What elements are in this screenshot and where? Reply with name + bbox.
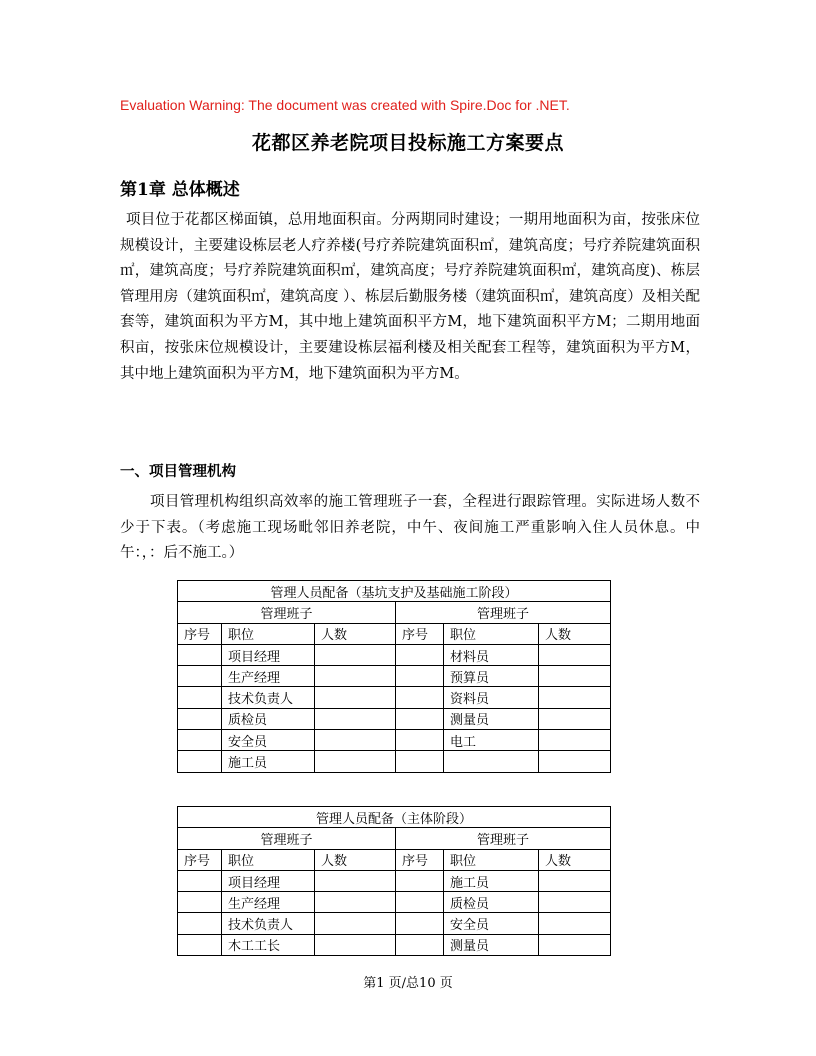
table-cell: 测量员 xyxy=(444,934,539,955)
table-cell xyxy=(539,751,611,772)
table-cell xyxy=(396,666,444,687)
table-row xyxy=(178,934,611,955)
page-footer: 第1 页/总10 页 xyxy=(363,976,453,991)
table-cell xyxy=(315,934,396,955)
table-header-cell: 人数 xyxy=(539,849,611,870)
table-group-right: 管理班子 xyxy=(396,828,611,849)
table-cell: 安全员 xyxy=(444,913,539,934)
table-cell xyxy=(539,708,611,729)
table-cell: 质检员 xyxy=(222,708,315,729)
table-cell xyxy=(315,666,396,687)
table-cell xyxy=(178,892,222,913)
overview-paragraph: 项目位于花都区梯面镇，总用地面积亩。分两期同时建设；一期用地面积为亩，按张床位规模设计，主要建设栋层老人疗养楼(号疗养院建筑面积㎡，建筑高度；号疗养院建筑面积㎡，建筑高度；号疗养院建筑面积㎡，建筑高度；号疗养院建筑面积㎡，建筑高度)、栋层管理用房（建筑面积㎡，建筑高度 ）、栋层后勤服务楼（建筑面积㎡，建筑高度）及相关配套等，建筑面积为平方M，其中地上建筑面积平方M，地下建筑面积平方M；二期用地面积亩，按张床位规模设计，主要建设栋层福利楼及相关配套工程等，建筑面积为平方M，其中地上建筑面积为平方M，地下建筑面积为平方M。 xyxy=(120,212,700,382)
table-header-cell: 职位 xyxy=(444,849,539,870)
table-cell: 安全员 xyxy=(222,730,315,751)
table-header-row xyxy=(178,623,611,644)
table-cell xyxy=(178,687,222,708)
table-caption-row xyxy=(178,807,611,828)
table-cell xyxy=(315,870,396,891)
table-cell xyxy=(315,644,396,665)
table-cell: 生产经理 xyxy=(222,666,315,687)
table-caption: 管理人员配备（基坑支护及基础施工阶段） xyxy=(178,581,611,602)
table-group-row xyxy=(178,828,611,849)
table-cell xyxy=(539,666,611,687)
table-header-cell: 人数 xyxy=(315,623,396,644)
table-cell: 施工员 xyxy=(222,751,315,772)
table-cell xyxy=(539,892,611,913)
table-cell: 技术负责人 xyxy=(222,913,315,934)
table-cell xyxy=(396,730,444,751)
table-cell xyxy=(178,913,222,934)
table-cell xyxy=(539,870,611,891)
table-cell: 测量员 xyxy=(444,708,539,729)
table-row xyxy=(178,751,611,772)
table-group-right: 管理班子 xyxy=(396,602,611,623)
table-cell xyxy=(539,687,611,708)
chapter-heading: 第1章 总体概述 xyxy=(120,180,240,200)
table-cell xyxy=(539,913,611,934)
table-cell xyxy=(178,751,222,772)
table-cell xyxy=(539,934,611,955)
table-cell: 技术负责人 xyxy=(222,687,315,708)
table-cell xyxy=(315,892,396,913)
table-cell xyxy=(178,934,222,955)
table-cell xyxy=(396,644,444,665)
table-cell xyxy=(178,730,222,751)
table-row xyxy=(178,730,611,751)
table-cell: 项目经理 xyxy=(222,870,315,891)
document-title: 花都区养老院项目投标施工方案要点 xyxy=(251,132,564,154)
table-header-cell: 职位 xyxy=(222,849,315,870)
table-row xyxy=(178,666,611,687)
table-cell: 质检员 xyxy=(444,892,539,913)
table-cell xyxy=(396,870,444,891)
table-cell: 电工 xyxy=(444,730,539,751)
table-header-cell: 序号 xyxy=(396,849,444,870)
table-cell xyxy=(178,666,222,687)
table-cell xyxy=(444,751,539,772)
table-cell xyxy=(178,644,222,665)
table-cell xyxy=(396,708,444,729)
table-header-cell: 职位 xyxy=(444,623,539,644)
table-cell: 资料员 xyxy=(444,687,539,708)
table-header-cell: 序号 xyxy=(396,623,444,644)
table-cell: 预算员 xyxy=(444,666,539,687)
table-cell xyxy=(396,687,444,708)
table-cell xyxy=(315,751,396,772)
table-row xyxy=(178,687,611,708)
table-cell xyxy=(315,687,396,708)
table-group-row xyxy=(178,602,611,623)
table-caption: 管理人员配备（主体阶段） xyxy=(178,807,611,828)
table-cell xyxy=(539,644,611,665)
table-row xyxy=(178,892,611,913)
table-header-row xyxy=(178,849,611,870)
staffing-table-foundation xyxy=(177,580,611,773)
table-row xyxy=(178,913,611,934)
section-heading: 一、项目管理机构 xyxy=(120,463,236,480)
table-row xyxy=(178,708,611,729)
table-cell: 材料员 xyxy=(444,644,539,665)
table-cell xyxy=(539,730,611,751)
table-header-cell: 职位 xyxy=(222,623,315,644)
table-cell xyxy=(396,892,444,913)
staffing-table-main-structure xyxy=(177,806,611,956)
table-row xyxy=(178,870,611,891)
table-header-cell: 序号 xyxy=(178,849,222,870)
table-header-cell: 人数 xyxy=(315,849,396,870)
table-caption-row xyxy=(178,581,611,602)
management-paragraph: 项目管理机构组织高效率的施工管理班子一套，全程进行跟踪管理。实际进场人数不少于下表。（考虑施工现场毗邻旧养老院，中午、夜间施工严重影响入住人员休息。中午：，：后不施工。） xyxy=(120,494,700,562)
table-cell: 施工员 xyxy=(444,870,539,891)
evaluation-warning: Evaluation Warning: The document was created with Spire.Doc for .NET. xyxy=(120,97,570,113)
table-row xyxy=(178,644,611,665)
table-group-left: 管理班子 xyxy=(178,828,396,849)
table-cell: 项目经理 xyxy=(222,644,315,665)
table-cell xyxy=(178,708,222,729)
table-cell xyxy=(315,730,396,751)
table-cell xyxy=(396,913,444,934)
table-header-cell: 人数 xyxy=(539,623,611,644)
table-cell xyxy=(315,708,396,729)
table-cell xyxy=(396,934,444,955)
table-cell xyxy=(315,913,396,934)
table-cell xyxy=(178,870,222,891)
table-cell: 木工工长 xyxy=(222,934,315,955)
table-cell xyxy=(396,751,444,772)
table-cell: 生产经理 xyxy=(222,892,315,913)
table-header-cell: 序号 xyxy=(178,623,222,644)
table-group-left: 管理班子 xyxy=(178,602,396,623)
